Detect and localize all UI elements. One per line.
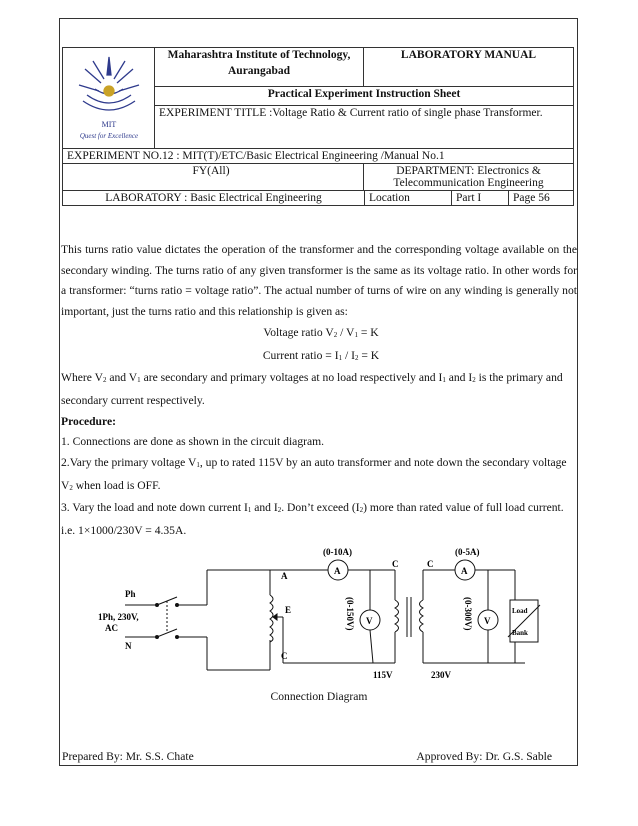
label-230v: 230V xyxy=(431,670,451,680)
institute-line1: Maharashtra Institute of Technology, xyxy=(167,49,351,61)
ammeter1-symbol: A xyxy=(334,566,341,576)
footer xyxy=(62,750,552,763)
mit-logo xyxy=(71,49,147,144)
institute-line2: Aurangabad xyxy=(228,65,290,77)
connection-diagram xyxy=(95,545,545,685)
ammeter2-symbol: A xyxy=(461,566,468,576)
header-table xyxy=(62,47,574,206)
department-cell: DEPARTMENT: Electronics & Telecommunication Engineering xyxy=(364,164,574,191)
procedure-heading: Procedure: xyxy=(61,414,116,428)
node-c: C xyxy=(281,651,288,661)
label-115v: 115V xyxy=(373,670,393,680)
location-cell: Location xyxy=(365,191,452,206)
voltmeter1-symbol: V xyxy=(366,616,373,626)
label-ac: AC xyxy=(105,623,118,633)
page-cell: Page 56 xyxy=(509,191,574,206)
logo-text: MIT xyxy=(101,120,116,129)
equation-voltage-ratio: Voltage ratio $V_2 / V_1 = K$ xyxy=(263,325,379,339)
paragraph-where: Where $V_2$ and $V_1$ are secondary and primary voltages at no load respectively and $I_1$ and $I_2$ is the primary and secondary current respectively. xyxy=(61,371,563,407)
manual-title: LABORATORY MANUAL xyxy=(364,48,574,87)
body-text xyxy=(61,240,577,542)
node-a: A xyxy=(281,571,288,581)
voltmeter2-symbol: V xyxy=(484,616,491,626)
logo-cell xyxy=(63,48,155,149)
experiment-title: EXPERIMENT TITLE :Voltage Ratio & Current ratio of single phase Transformer. xyxy=(155,106,574,149)
load-label-1: Load xyxy=(512,607,528,615)
label-n: N xyxy=(125,641,132,651)
label-ph: Ph xyxy=(125,589,136,599)
procedure-step-1: 1. Connections are done as shown in the circuit diagram. xyxy=(61,435,325,449)
paragraph-turns-ratio: This turns ratio value dictates the operation of the transformer and the corresponding voltage available on the secondary winding. The turns ratio of any given transformer is the same as its voltage ratio. In other words for a transformer: “turns ratio = voltage ratio”. The actual number of turns of wire on any winding is generally not important, just the turns ratio and this relationship is given as: xyxy=(61,243,577,319)
experiment-no: EXPERIMENT NO.12 : MIT(T)/ETC/Basic Electrical Engineering /Manual No.1 xyxy=(63,149,574,164)
part-cell: Part I xyxy=(452,191,509,206)
procedure-step-2: 2.Vary the primary voltage $V_1$, up to rated 115V by an auto transformer and note down the secondary voltage $V_2$ when load is OFF. xyxy=(61,456,567,492)
voltmeter1-range: (0-150V) xyxy=(345,597,355,631)
laboratory-cell: LABORATORY : Basic Electrical Engineering xyxy=(63,191,365,206)
ammeter1-range: (0-10A) xyxy=(323,547,352,557)
procedure-step-3: 3. Vary the load and note down current $I_1$ and $I_2$. Don’t exceed $(I_2)$ more than rated value of full load current. i.e. 1×1000/230V = 4.35A. xyxy=(61,501,564,538)
approved-by: Approved By: Dr. G.S. Sable xyxy=(416,750,552,763)
node-c2: C xyxy=(392,559,399,569)
load-label-2: Bank xyxy=(512,629,528,637)
ammeter2-range: (0-5A) xyxy=(455,547,480,557)
fy-cell: FY(All) xyxy=(63,164,364,191)
diagram-caption: Connection Diagram xyxy=(270,690,368,703)
node-c3: C xyxy=(427,559,434,569)
voltmeter2-range: (0-300V) xyxy=(463,597,473,631)
node-e: E xyxy=(285,605,292,615)
prepared-by: Prepared By: Mr. S.S. Chate xyxy=(62,750,194,763)
institute-cell xyxy=(155,48,364,87)
logo-tagline: Quest for Excellence xyxy=(79,132,138,140)
equation-current-ratio: Current ratio = $I_1 / I_2 = K$ xyxy=(262,348,380,362)
sheet-title: Practical Experiment Instruction Sheet xyxy=(155,87,574,106)
label-supply: 1Ph, 230V, xyxy=(98,612,139,622)
